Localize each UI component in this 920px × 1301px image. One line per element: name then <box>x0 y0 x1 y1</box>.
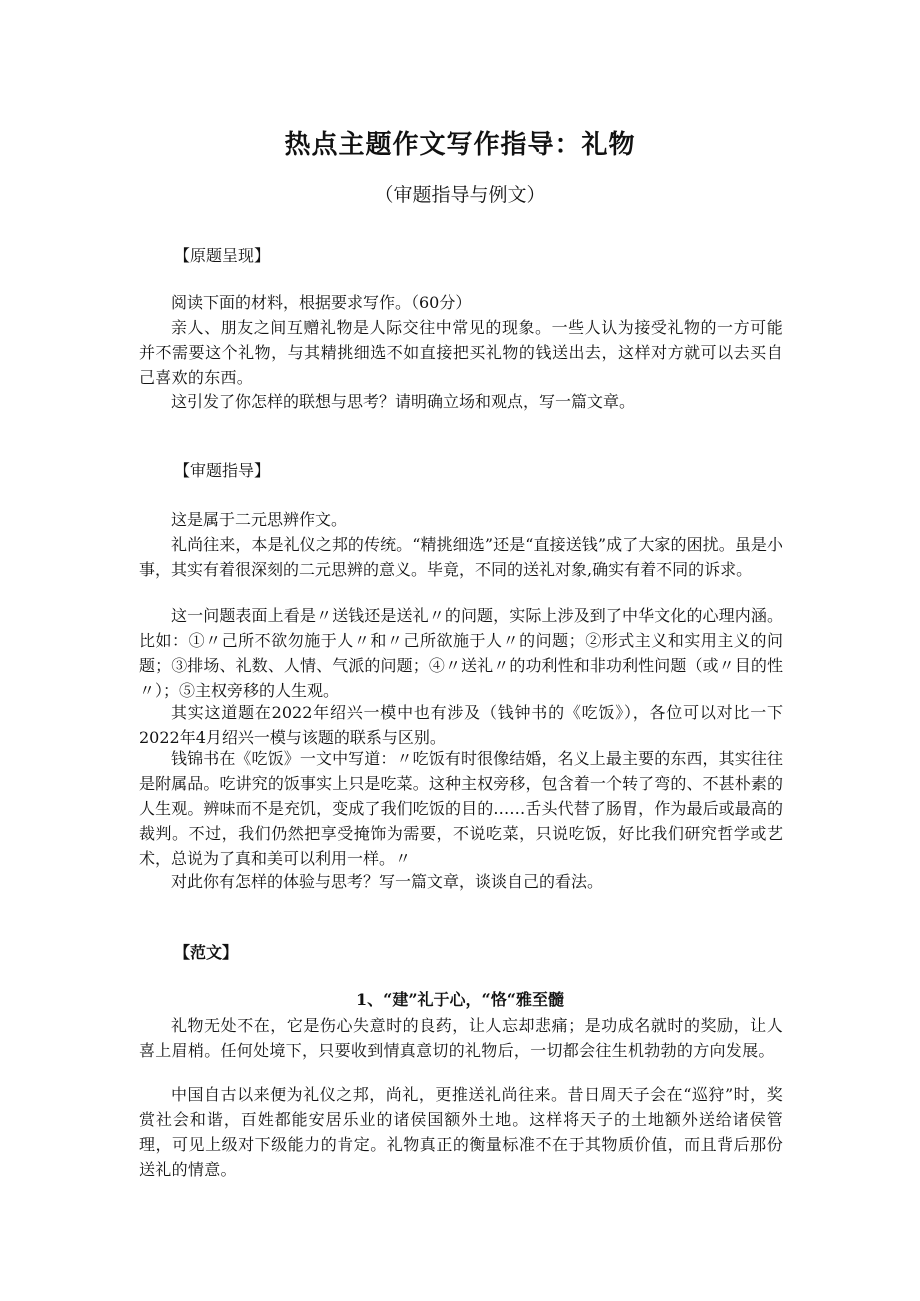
page-title: 热点主题作文写作指导：礼物 <box>284 130 636 160</box>
essay-title: 1、“建”礼于心，“恪“雅至髓 <box>356 990 564 1009</box>
paragraph: 亲人、朋友之间互赠礼物是人际交往中常见的现象。一些人认为接受礼物的一方可能并不需要这个礼物，与其精挑细选不如直接把买礼物的钱送出去，这样对方就可以去买自己喜欢的东西。 <box>139 318 783 387</box>
paragraph: 中国自古以来便为礼仪之邦，尚礼，更推送礼尚往来。昔日周天子会在“巡狩”时，奖赏社会和谐，百姓都能安居乐业的诸侯国额外土地。这样将天子的土地额外送给诸侯管理，可见上级对下级能力的肯定。礼物真正的衡量标准不在于其物质价值，而且背后那份送礼的情意。 <box>139 1085 783 1179</box>
paragraph: 这是属于二元思辨作文。 <box>171 510 348 529</box>
paragraph: 这引发了你怎样的联想与思考？请明确立场和观点，写一篇文章。 <box>171 392 636 411</box>
paragraph: 钱锦书在《吃饭》一文中写道：〃吃饭有时很像结婚，名义上最主要的东西，其实往往是附属品。吃讲究的饭事实上只是吃菜。这种主权旁移，包含着一个转了弯的、不甚朴素的人生观。辨味而不是充饥，变成了我们吃饭的目的……舌头代替了肠胃，作为最后或最高的裁判。不过，我们仍然把享受掩饰为需要，不说吃菜，只说吃饭，好比我们研究哲学或艺术，总说为了真和美可以利用一样。〃 <box>139 749 783 868</box>
paragraph: 其实这道题在2022年绍兴一模中也有涉及（钱钟书的《吃饭》），各位可以对比一下2022年4月绍兴一模与该题的联系与区别。 <box>139 703 783 747</box>
paragraph: 对此你有怎样的体验与思考？写一篇文章，谈谈自己的看法。 <box>171 872 604 891</box>
paragraph: 这一问题表面上看是〃送钱还是送礼〃的问题，实际上涉及到了中华文化的心理内涵。比如：①〃己所不欲勿施于人〃和〃己所欲施于人〃的问题；②形式主义和实用主义的问题；③排场、礼数、人情、气派的问题；④〃送礼〃的功利性和非功利性问题（或〃目的性〃）；⑤主权旁移的人生观。 <box>139 606 783 700</box>
paragraph: 礼物无处不在，它是伤心失意时的良药，让人忘却悲痛；是功成名就时的奖励，让人喜上眉梢。任何处境下，只要收到情真意切的礼物后，一切都会往生机勃勃的方向发展。 <box>139 1016 783 1060</box>
paragraph: 阅读下面的材料，根据要求写作。（60分） <box>171 293 472 312</box>
paragraph: 礼尚往来，本是礼仪之邦的传统。“精挑细选”还是“直接送钱”成了大家的困扰。虽是小事，其实有着很深刻的二元思辨的意义。毕竟，不同的送礼对象,确实有着不同的诉求。 <box>139 535 783 579</box>
section-heading-essay: 【范文】 <box>174 943 239 962</box>
section-heading-guide: 【审题指导】 <box>174 461 271 480</box>
page-subtitle: （审题指导与例文） <box>374 184 546 206</box>
section-heading-original: 【原题呈现】 <box>174 246 271 265</box>
